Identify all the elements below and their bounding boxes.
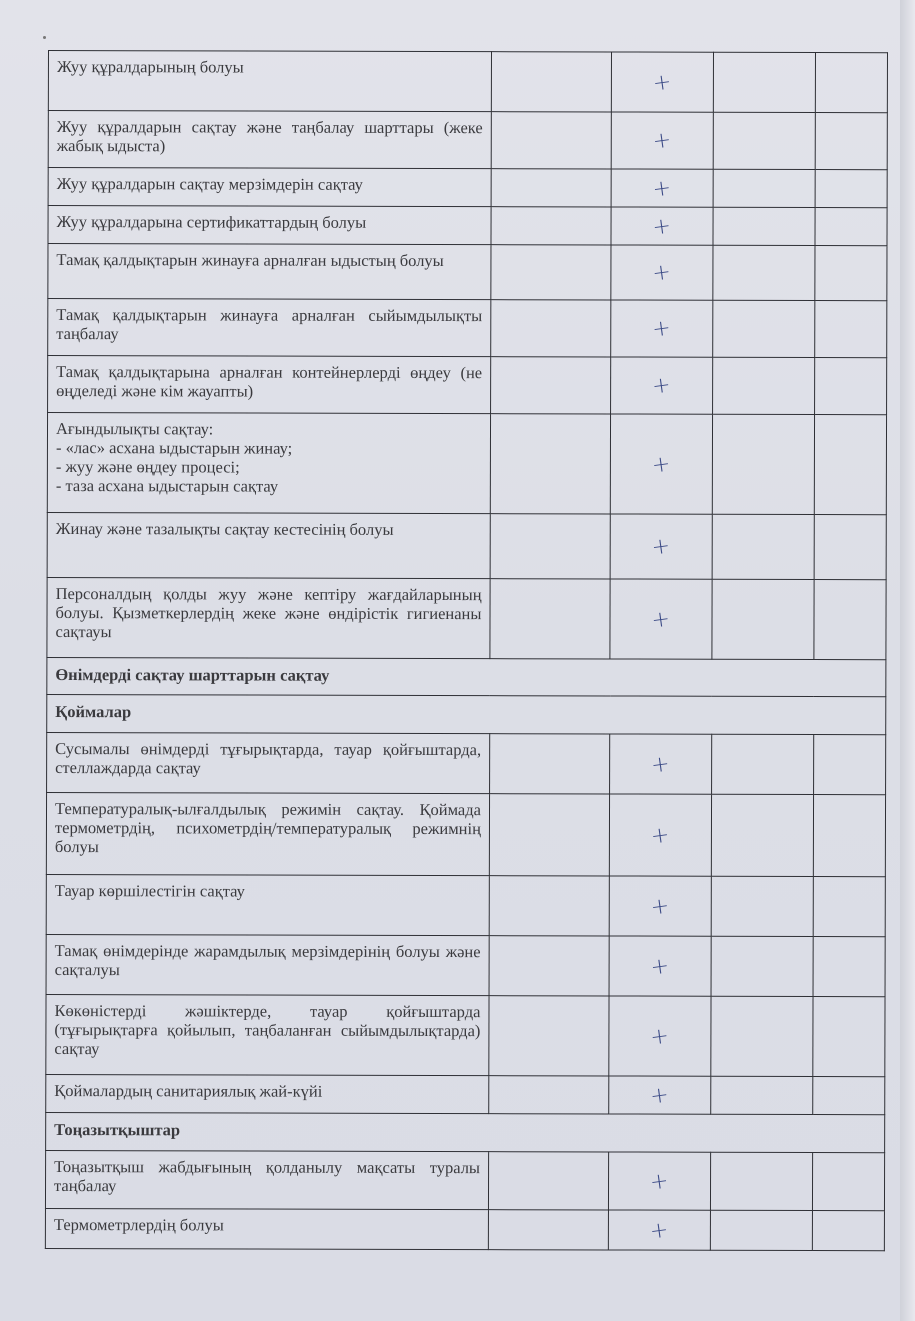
checklist-row bbox=[47, 732, 886, 794]
checklist-row bbox=[46, 874, 885, 936]
cell-column-5[interactable] bbox=[815, 53, 888, 113]
checklist-row bbox=[46, 1074, 885, 1114]
cell-column-5[interactable] bbox=[813, 937, 886, 997]
cell-column-2[interactable] bbox=[491, 112, 611, 169]
cell-column-2[interactable] bbox=[488, 1210, 608, 1250]
requirement-text: Жуу құралдарына сертификаттардың болуы bbox=[48, 206, 491, 245]
requirement-text: Қоймалардың санитариялық жай-күйі bbox=[46, 1074, 489, 1113]
handwritten-plus-mark: + bbox=[648, 1216, 671, 1245]
cell-compliance-mark[interactable] bbox=[611, 414, 713, 514]
cell-compliance-mark[interactable] bbox=[610, 794, 712, 876]
requirement-text: Температуралық-ылғалдылық режимін сақтау. Қоймада термометрдің, психометрдің/температуралық режимнің болуы bbox=[46, 792, 489, 875]
cell-column-5[interactable] bbox=[812, 1077, 884, 1115]
requirement-text: Тамақ қалдықтарын жинауға арналған ыдыстың болуы bbox=[48, 244, 491, 300]
cell-column-5[interactable] bbox=[814, 580, 887, 660]
section-title: Тоңазытқыштар bbox=[46, 1112, 885, 1152]
requirement-text: Тамақ қалдықтарына арналған контейнерлерді өңдеу (не өңделеді және кім жауапты) bbox=[48, 356, 491, 414]
cell-column-5[interactable] bbox=[814, 301, 887, 358]
handwritten-plus-mark: + bbox=[650, 533, 673, 561]
requirement-text: Тауар көршілестігін сақтау bbox=[46, 874, 489, 935]
cell-column-5[interactable] bbox=[813, 735, 886, 795]
requirement-text: Көкөністерді жәшіктерде, тауар қойғыштарда (тұғырықтарға қойылып, таңбаланған сыйымдылықтарда) сақтау bbox=[46, 994, 489, 1075]
handwritten-plus-mark: + bbox=[648, 1167, 671, 1196]
checklist-row bbox=[46, 934, 885, 996]
checklist-row bbox=[45, 1150, 884, 1210]
cell-column-2[interactable] bbox=[489, 876, 609, 936]
cell-column-4[interactable] bbox=[711, 794, 813, 876]
requirement-text: Жуу құралдарын сақтау мерзімдерін сақтау bbox=[48, 168, 491, 207]
cell-column-2[interactable] bbox=[489, 794, 610, 876]
cell-column-2[interactable] bbox=[491, 207, 611, 245]
handwritten-plus-mark: + bbox=[651, 212, 673, 241]
cell-column-2[interactable] bbox=[489, 936, 609, 996]
checklist-row bbox=[46, 994, 885, 1076]
cell-column-5[interactable] bbox=[814, 358, 887, 415]
cell-column-2[interactable] bbox=[489, 1076, 609, 1114]
checklist-row bbox=[48, 206, 887, 246]
cell-column-2[interactable] bbox=[491, 357, 611, 414]
cell-column-5[interactable] bbox=[813, 877, 886, 937]
handwritten-plus-mark: + bbox=[651, 127, 674, 155]
cell-compliance-mark[interactable] bbox=[611, 357, 713, 414]
punch-dot bbox=[43, 36, 46, 39]
requirement-text: Тоңазытқыш жабдығының қолданылу мақсаты туралы таңбалау bbox=[45, 1150, 488, 1209]
cell-column-4[interactable] bbox=[710, 1210, 812, 1250]
cell-compliance-mark[interactable] bbox=[610, 514, 712, 579]
cell-column-5[interactable] bbox=[814, 415, 887, 515]
cell-column-4[interactable] bbox=[711, 734, 813, 794]
checklist-table bbox=[45, 50, 888, 1251]
requirement-text: Жуу құралдарын сақтау және таңбалау шарттары (жеке жабық ыдыста) bbox=[48, 111, 491, 169]
cell-column-5[interactable] bbox=[815, 208, 887, 246]
cell-column-5[interactable] bbox=[812, 1153, 885, 1211]
page-edge bbox=[900, 0, 915, 1321]
requirement-text: Ағындылықты сақтау: - «лас» асхана ыдыстарын жинау; - жуу және өңдеу процесі; - таза асхана ыдыстарын сақтау bbox=[47, 413, 490, 514]
handwritten-plus-mark: + bbox=[651, 259, 673, 287]
cell-column-2[interactable] bbox=[491, 169, 611, 207]
handwritten-plus-mark: + bbox=[649, 952, 671, 981]
cell-compliance-mark[interactable] bbox=[611, 245, 713, 300]
cell-compliance-mark[interactable] bbox=[609, 1152, 711, 1210]
checklist-row bbox=[45, 1208, 884, 1250]
cell-compliance-mark[interactable] bbox=[609, 1076, 711, 1114]
checklist-row bbox=[48, 356, 887, 415]
checklist-row bbox=[48, 168, 887, 208]
section-title: Қоймалар bbox=[47, 694, 886, 734]
checklist-row bbox=[47, 413, 886, 515]
cell-column-4[interactable] bbox=[711, 876, 813, 936]
requirement-text: Жуу құралдарының болуы bbox=[48, 51, 491, 112]
cell-column-4[interactable] bbox=[713, 169, 815, 207]
cell-column-2[interactable] bbox=[490, 514, 610, 579]
cell-column-5[interactable] bbox=[812, 997, 885, 1077]
requirement-text: Жинау және тазалықты сақтау кестесінің болуы bbox=[47, 512, 490, 578]
cell-column-4[interactable] bbox=[712, 300, 814, 357]
cell-column-4[interactable] bbox=[713, 112, 815, 169]
cell-column-5[interactable] bbox=[814, 515, 887, 580]
cell-column-2[interactable] bbox=[491, 52, 611, 112]
cell-compliance-mark[interactable] bbox=[612, 52, 714, 112]
checklist-row bbox=[48, 111, 887, 170]
cell-column-2[interactable] bbox=[490, 414, 611, 514]
checklist-row bbox=[47, 577, 886, 659]
handwritten-plus-mark: + bbox=[648, 1081, 671, 1110]
handwritten-plus-mark: + bbox=[651, 68, 674, 97]
checklist-row bbox=[48, 51, 887, 113]
requirement-text: Персоналдың қолды жуу және кептіру жағдайларының болуы. Қызметкерлердің жеке және өндірістік гигиенаны сақтауы bbox=[47, 577, 490, 658]
cell-compliance-mark[interactable] bbox=[609, 1210, 711, 1250]
handwritten-plus-mark: + bbox=[650, 315, 673, 343]
cell-column-2[interactable] bbox=[490, 579, 611, 659]
cell-column-4[interactable] bbox=[712, 357, 814, 414]
cell-column-5[interactable] bbox=[812, 1211, 884, 1251]
checklist-row bbox=[48, 299, 887, 358]
section-header-row bbox=[47, 657, 886, 696]
handwritten-plus-mark: + bbox=[650, 450, 673, 479]
cell-column-4[interactable] bbox=[711, 936, 813, 996]
handwritten-plus-mark: + bbox=[649, 892, 672, 921]
cell-column-2[interactable] bbox=[489, 996, 610, 1076]
cell-compliance-mark[interactable] bbox=[611, 300, 713, 357]
cell-compliance-mark[interactable] bbox=[609, 996, 711, 1076]
cell-column-2[interactable] bbox=[488, 1152, 608, 1210]
section-header-row bbox=[47, 694, 886, 734]
requirement-text: Тамақ қалдықтарын жинауға арналған сыйымдылықты таңбалау bbox=[48, 299, 491, 357]
cell-compliance-mark[interactable] bbox=[609, 876, 711, 936]
cell-column-5[interactable] bbox=[815, 170, 887, 208]
cell-column-2[interactable] bbox=[491, 245, 611, 300]
cell-column-4[interactable] bbox=[712, 514, 814, 579]
cell-column-5[interactable] bbox=[813, 795, 886, 877]
requirement-text: Термометрлердің болуы bbox=[45, 1208, 488, 1249]
cell-column-5[interactable] bbox=[814, 246, 887, 301]
cell-column-4[interactable] bbox=[712, 414, 814, 514]
handwritten-plus-mark: + bbox=[650, 372, 673, 400]
cell-column-2[interactable] bbox=[491, 300, 611, 357]
requirement-text: Тамақ өнімдерінде жарамдылық мерзімдерінің болуы және сақталуы bbox=[46, 934, 489, 995]
requirement-text: Сусымалы өнімдерді тұғырықтарда, тауар қойғыштарда, стеллаждарда сақтау bbox=[47, 732, 490, 793]
checklist-row bbox=[46, 792, 885, 876]
handwritten-plus-mark: + bbox=[651, 174, 673, 203]
cell-column-4[interactable] bbox=[711, 996, 813, 1076]
checklist-row bbox=[48, 244, 887, 301]
cell-compliance-mark[interactable] bbox=[611, 207, 713, 245]
handwritten-plus-mark: + bbox=[649, 821, 672, 850]
cell-compliance-mark[interactable] bbox=[611, 112, 713, 169]
checklist-row bbox=[47, 512, 886, 579]
handwritten-plus-mark: + bbox=[649, 1022, 671, 1051]
handwritten-plus-mark: + bbox=[649, 750, 672, 779]
cell-column-5[interactable] bbox=[815, 113, 888, 170]
cell-column-4[interactable] bbox=[713, 207, 815, 245]
cell-compliance-mark[interactable] bbox=[609, 936, 711, 996]
cell-column-2[interactable] bbox=[490, 734, 610, 794]
cell-column-4[interactable] bbox=[710, 1076, 812, 1114]
cell-column-4[interactable] bbox=[712, 579, 814, 659]
cell-column-4[interactable] bbox=[710, 1152, 812, 1210]
section-title: Өнімдерді сақтау шарттарын сақтау bbox=[47, 657, 886, 696]
cell-compliance-mark[interactable] bbox=[610, 734, 712, 794]
cell-compliance-mark[interactable] bbox=[610, 579, 712, 659]
cell-column-4[interactable] bbox=[713, 245, 815, 300]
cell-column-4[interactable] bbox=[713, 52, 815, 112]
cell-compliance-mark[interactable] bbox=[611, 169, 713, 207]
handwritten-plus-mark: + bbox=[650, 605, 672, 634]
section-header-row bbox=[46, 1112, 885, 1152]
